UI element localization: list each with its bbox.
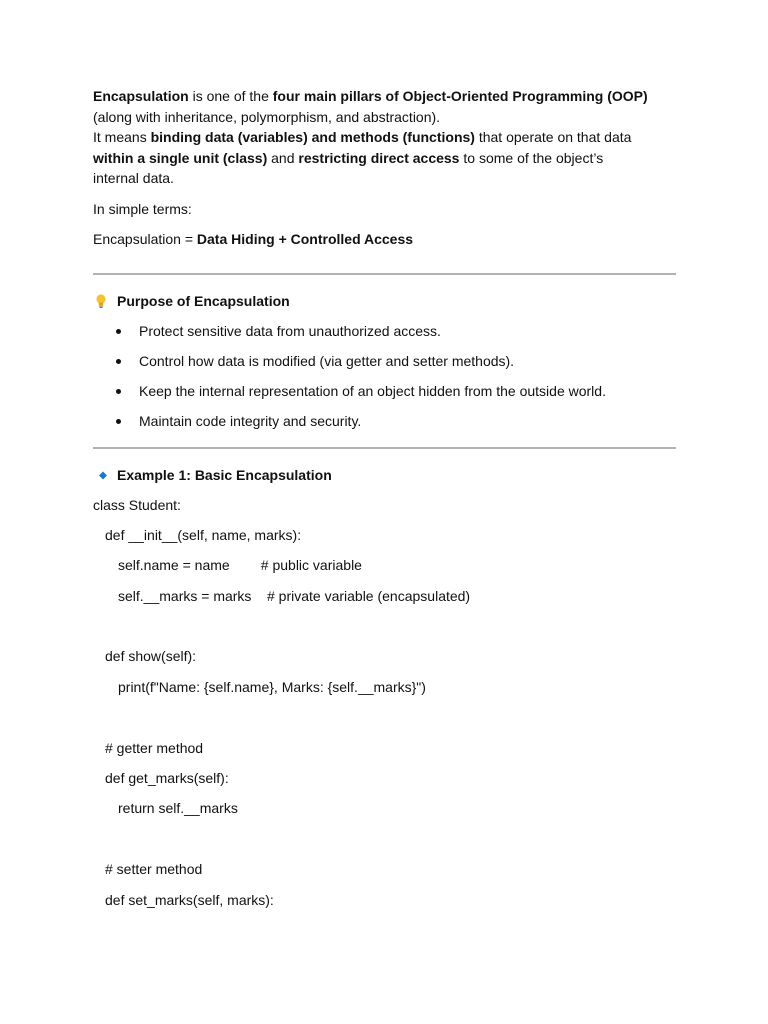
code-block bbox=[93, 495, 683, 910]
intro-text: is one of the bbox=[188, 88, 273, 104]
list-item bbox=[93, 411, 683, 431]
section-divider bbox=[93, 273, 676, 275]
code-line: # setter method bbox=[105, 861, 203, 878]
code-line: return self.__marks bbox=[118, 800, 238, 817]
purpose-heading bbox=[93, 291, 683, 311]
code-blank-line bbox=[93, 829, 683, 849]
bullet-icon bbox=[116, 329, 121, 334]
formula-prefix: Encapsulation = bbox=[93, 230, 197, 247]
code-blank-line bbox=[93, 707, 683, 727]
intro-text: It means bbox=[93, 129, 151, 145]
code-line: def show(self): bbox=[105, 648, 197, 665]
list-item-text: Protect sensitive data from unauthorized access. bbox=[139, 322, 441, 339]
lightbulb-icon bbox=[93, 293, 109, 309]
list-item-text: Control how data is modified (via getter and setter methods). bbox=[139, 352, 515, 369]
intro-emphasis: restricting direct access bbox=[298, 149, 460, 166]
code-blank-line bbox=[93, 616, 683, 636]
example-heading bbox=[93, 465, 683, 485]
formula-definition: Data Hiding + Controlled Access bbox=[196, 230, 414, 247]
intro-emphasis: within a single unit (class) bbox=[93, 149, 268, 166]
document-page bbox=[93, 86, 683, 920]
intro-emphasis: binding data (variables) and methods (functions) bbox=[150, 129, 475, 145]
example-heading-text: Example 1: Basic Encapsulation bbox=[117, 466, 332, 483]
intro-text: internal data. bbox=[93, 170, 174, 186]
code-line: self.name = name # public variable bbox=[118, 557, 362, 574]
blue-diamond-icon bbox=[93, 467, 109, 483]
intro-text: that operate on that data bbox=[474, 129, 632, 145]
code-line: def __init__(self, name, marks): bbox=[105, 526, 302, 543]
list-item-text: Keep the internal representation of an object hidden from the outside world. bbox=[139, 382, 606, 399]
bullet-icon bbox=[116, 389, 121, 394]
bullet-icon bbox=[116, 359, 121, 364]
intro-text: (along with inheritance, polymorphism, and abstraction). bbox=[93, 108, 441, 125]
purpose-list bbox=[93, 321, 683, 431]
code-line: class Student: bbox=[93, 496, 181, 513]
formula-line bbox=[93, 229, 683, 249]
intro-text: to some of the object’s bbox=[459, 149, 604, 166]
list-item bbox=[93, 321, 683, 341]
intro-term: Encapsulation bbox=[93, 88, 189, 104]
purpose-heading-text: Purpose of Encapsulation bbox=[117, 292, 290, 309]
intro-text: and bbox=[267, 149, 299, 166]
list-item-text: Maintain code integrity and security. bbox=[139, 412, 362, 429]
intro-paragraph bbox=[93, 86, 683, 189]
code-line: self.__marks = marks # private variable (encapsulated) bbox=[118, 587, 471, 604]
intro-emphasis: four main pillars of Object-Oriented Programming (OOP) bbox=[272, 88, 648, 104]
code-line: def get_marks(self): bbox=[105, 770, 229, 787]
section-divider bbox=[93, 447, 676, 449]
simple-terms-text: In simple terms: bbox=[93, 200, 192, 217]
code-line: print(f"Name: {self.name}, Marks: {self.__marks}") bbox=[118, 678, 426, 695]
bullet-icon bbox=[116, 419, 121, 424]
list-item bbox=[93, 381, 683, 401]
code-line: # getter method bbox=[105, 739, 204, 756]
list-item bbox=[93, 351, 683, 371]
code-line: def set_marks(self, marks): bbox=[105, 891, 274, 908]
